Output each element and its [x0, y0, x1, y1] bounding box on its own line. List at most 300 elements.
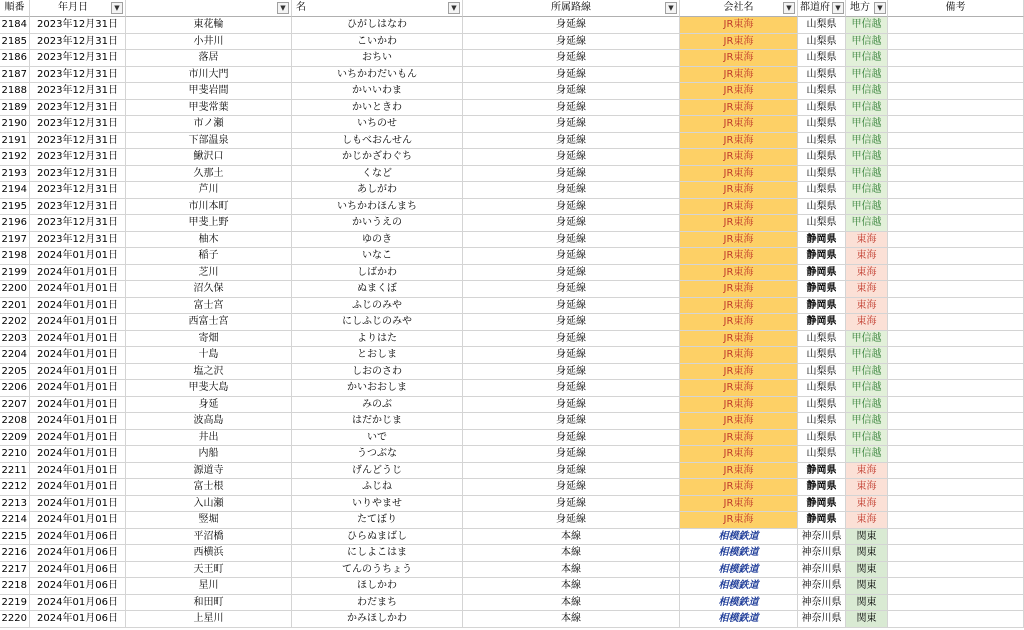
number-cell[interactable]: 2200 — [0, 281, 30, 298]
date-cell[interactable]: 2024年01月01日 — [30, 248, 126, 265]
station-kana-cell[interactable]: かいうえの — [292, 215, 463, 232]
region-cell[interactable]: 東海 — [846, 496, 888, 513]
station-kanji-cell[interactable]: 下部温泉 — [126, 133, 292, 150]
region-cell[interactable]: 東海 — [846, 512, 888, 529]
date-cell[interactable]: 2024年01月01日 — [30, 281, 126, 298]
station-kanji-cell[interactable]: 平沼橋 — [126, 529, 292, 546]
region-cell[interactable]: 関東 — [846, 611, 888, 628]
prefecture-cell[interactable]: 静岡県 — [798, 265, 846, 282]
company-cell[interactable]: JR東海 — [680, 413, 798, 430]
line-cell[interactable]: 身延線 — [463, 364, 680, 381]
company-cell[interactable]: JR東海 — [680, 100, 798, 117]
date-cell[interactable]: 2024年01月01日 — [30, 413, 126, 430]
company-cell[interactable]: JR東海 — [680, 67, 798, 84]
number-cell[interactable]: 2191 — [0, 133, 30, 150]
filter-dropdown-icon[interactable]: ▼ — [665, 2, 677, 14]
region-cell[interactable]: 甲信越 — [846, 166, 888, 183]
prefecture-cell[interactable]: 神奈川県 — [798, 545, 846, 562]
region-cell[interactable]: 関東 — [846, 578, 888, 595]
line-cell[interactable]: 身延線 — [463, 182, 680, 199]
prefecture-cell[interactable]: 静岡県 — [798, 314, 846, 331]
note-cell[interactable] — [888, 380, 1024, 397]
station-kanji-cell[interactable]: 久那土 — [126, 166, 292, 183]
station-kana-cell[interactable]: ひがしはなわ — [292, 17, 463, 34]
company-cell[interactable]: 相模鉄道 — [680, 545, 798, 562]
note-cell[interactable] — [888, 496, 1024, 513]
line-cell[interactable]: 身延線 — [463, 298, 680, 315]
line-cell[interactable]: 身延線 — [463, 413, 680, 430]
station-kana-cell[interactable]: いで — [292, 430, 463, 447]
date-cell[interactable]: 2024年01月01日 — [30, 380, 126, 397]
number-cell[interactable]: 2217 — [0, 562, 30, 579]
number-cell[interactable]: 2203 — [0, 331, 30, 348]
note-cell[interactable] — [888, 578, 1024, 595]
note-cell[interactable] — [888, 430, 1024, 447]
date-cell[interactable]: 2023年12月31日 — [30, 149, 126, 166]
line-cell[interactable]: 身延線 — [463, 133, 680, 150]
prefecture-cell[interactable]: 静岡県 — [798, 248, 846, 265]
header-prefecture[interactable] — [798, 0, 846, 17]
note-cell[interactable] — [888, 34, 1024, 51]
date-cell[interactable]: 2024年01月01日 — [30, 512, 126, 529]
station-kana-cell[interactable]: にしよこはま — [292, 545, 463, 562]
date-cell[interactable]: 2023年12月31日 — [30, 34, 126, 51]
station-kana-cell[interactable]: いちかわだいもん — [292, 67, 463, 84]
line-cell[interactable]: 身延線 — [463, 479, 680, 496]
company-cell[interactable]: JR東海 — [680, 496, 798, 513]
prefecture-cell[interactable]: 神奈川県 — [798, 529, 846, 546]
company-cell[interactable]: JR東海 — [680, 232, 798, 249]
number-cell[interactable]: 2218 — [0, 578, 30, 595]
prefecture-cell[interactable]: 山梨県 — [798, 380, 846, 397]
date-cell[interactable]: 2024年01月06日 — [30, 529, 126, 546]
note-cell[interactable] — [888, 182, 1024, 199]
prefecture-cell[interactable]: 神奈川県 — [798, 611, 846, 628]
prefecture-cell[interactable]: 神奈川県 — [798, 578, 846, 595]
number-cell[interactable]: 2187 — [0, 67, 30, 84]
number-cell[interactable]: 2201 — [0, 298, 30, 315]
company-cell[interactable]: JR東海 — [680, 463, 798, 480]
station-kanji-cell[interactable]: 落居 — [126, 50, 292, 67]
region-cell[interactable]: 関東 — [846, 545, 888, 562]
note-cell[interactable] — [888, 512, 1024, 529]
header-note[interactable] — [888, 0, 1024, 17]
number-cell[interactable]: 2189 — [0, 100, 30, 117]
line-cell[interactable]: 身延線 — [463, 67, 680, 84]
line-cell[interactable]: 身延線 — [463, 215, 680, 232]
station-kanji-cell[interactable]: 東花輪 — [126, 17, 292, 34]
company-cell[interactable]: JR東海 — [680, 182, 798, 199]
date-cell[interactable]: 2023年12月31日 — [30, 215, 126, 232]
line-cell[interactable]: 身延線 — [463, 232, 680, 249]
region-cell[interactable]: 東海 — [846, 463, 888, 480]
region-cell[interactable]: 関東 — [846, 595, 888, 612]
region-cell[interactable]: 甲信越 — [846, 100, 888, 117]
station-kanji-cell[interactable]: 市川大門 — [126, 67, 292, 84]
note-cell[interactable] — [888, 611, 1024, 628]
company-cell[interactable]: 相模鉄道 — [680, 562, 798, 579]
region-cell[interactable]: 甲信越 — [846, 182, 888, 199]
prefecture-cell[interactable]: 静岡県 — [798, 232, 846, 249]
region-cell[interactable]: 東海 — [846, 479, 888, 496]
station-kanji-cell[interactable]: 竪堀 — [126, 512, 292, 529]
line-cell[interactable]: 身延線 — [463, 331, 680, 348]
filter-dropdown-icon[interactable]: ▼ — [448, 2, 460, 14]
station-kana-cell[interactable]: うつぶな — [292, 446, 463, 463]
number-cell[interactable]: 2204 — [0, 347, 30, 364]
line-cell[interactable]: 身延線 — [463, 34, 680, 51]
note-cell[interactable] — [888, 199, 1024, 216]
header-station-kanji[interactable] — [126, 0, 292, 17]
station-kanji-cell[interactable]: 波高島 — [126, 413, 292, 430]
station-kana-cell[interactable]: かいおおしま — [292, 380, 463, 397]
company-cell[interactable]: 相模鉄道 — [680, 578, 798, 595]
region-cell[interactable]: 甲信越 — [846, 380, 888, 397]
number-cell[interactable]: 2184 — [0, 17, 30, 34]
company-cell[interactable]: JR東海 — [680, 83, 798, 100]
note-cell[interactable] — [888, 17, 1024, 34]
number-cell[interactable]: 2213 — [0, 496, 30, 513]
date-cell[interactable]: 2024年01月06日 — [30, 595, 126, 612]
station-kana-cell[interactable]: よりはた — [292, 331, 463, 348]
number-cell[interactable]: 2207 — [0, 397, 30, 414]
station-kana-cell[interactable]: かみほしかわ — [292, 611, 463, 628]
company-cell[interactable]: JR東海 — [680, 17, 798, 34]
station-kana-cell[interactable]: ひらぬまばし — [292, 529, 463, 546]
line-cell[interactable]: 本線 — [463, 595, 680, 612]
station-kana-cell[interactable]: ぬまくぼ — [292, 281, 463, 298]
date-cell[interactable]: 2024年01月01日 — [30, 463, 126, 480]
station-kana-cell[interactable]: かいときわ — [292, 100, 463, 117]
region-cell[interactable]: 甲信越 — [846, 397, 888, 414]
line-cell[interactable]: 本線 — [463, 529, 680, 546]
number-cell[interactable]: 2214 — [0, 512, 30, 529]
header-line[interactable] — [463, 0, 680, 17]
filter-dropdown-icon[interactable]: ▼ — [277, 2, 289, 14]
station-kana-cell[interactable]: ほしかわ — [292, 578, 463, 595]
station-kana-cell[interactable]: わだまち — [292, 595, 463, 612]
station-kana-cell[interactable]: こいかわ — [292, 34, 463, 51]
company-cell[interactable]: JR東海 — [680, 166, 798, 183]
number-cell[interactable]: 2199 — [0, 265, 30, 282]
line-cell[interactable]: 本線 — [463, 611, 680, 628]
company-cell[interactable]: JR東海 — [680, 512, 798, 529]
region-cell[interactable]: 甲信越 — [846, 34, 888, 51]
note-cell[interactable] — [888, 463, 1024, 480]
line-cell[interactable]: 身延線 — [463, 100, 680, 117]
company-cell[interactable]: JR東海 — [680, 397, 798, 414]
station-kana-cell[interactable]: げんどうじ — [292, 463, 463, 480]
station-kanji-cell[interactable]: 甲斐常葉 — [126, 100, 292, 117]
note-cell[interactable] — [888, 67, 1024, 84]
prefecture-cell[interactable]: 山梨県 — [798, 199, 846, 216]
note-cell[interactable] — [888, 265, 1024, 282]
note-cell[interactable] — [888, 166, 1024, 183]
prefecture-cell[interactable]: 山梨県 — [798, 149, 846, 166]
company-cell[interactable]: JR東海 — [680, 298, 798, 315]
note-cell[interactable] — [888, 331, 1024, 348]
company-cell[interactable]: JR東海 — [680, 347, 798, 364]
region-cell[interactable]: 甲信越 — [846, 83, 888, 100]
note-cell[interactable] — [888, 149, 1024, 166]
date-cell[interactable]: 2024年01月01日 — [30, 397, 126, 414]
company-cell[interactable]: 相模鉄道 — [680, 529, 798, 546]
number-cell[interactable]: 2185 — [0, 34, 30, 51]
prefecture-cell[interactable]: 山梨県 — [798, 116, 846, 133]
date-cell[interactable]: 2024年01月06日 — [30, 545, 126, 562]
region-cell[interactable]: 東海 — [846, 281, 888, 298]
station-kana-cell[interactable]: いりやませ — [292, 496, 463, 513]
prefecture-cell[interactable]: 山梨県 — [798, 331, 846, 348]
line-cell[interactable]: 身延線 — [463, 446, 680, 463]
station-kana-cell[interactable]: てんのうちょう — [292, 562, 463, 579]
note-cell[interactable] — [888, 232, 1024, 249]
region-cell[interactable]: 甲信越 — [846, 347, 888, 364]
date-cell[interactable]: 2024年01月06日 — [30, 562, 126, 579]
prefecture-cell[interactable]: 山梨県 — [798, 17, 846, 34]
station-kana-cell[interactable]: あしがわ — [292, 182, 463, 199]
station-kanji-cell[interactable]: 稲子 — [126, 248, 292, 265]
company-cell[interactable]: JR東海 — [680, 133, 798, 150]
company-cell[interactable]: 相模鉄道 — [680, 595, 798, 612]
station-kana-cell[interactable]: たてぼり — [292, 512, 463, 529]
company-cell[interactable]: JR東海 — [680, 116, 798, 133]
line-cell[interactable]: 身延線 — [463, 496, 680, 513]
date-cell[interactable]: 2023年12月31日 — [30, 116, 126, 133]
region-cell[interactable]: 東海 — [846, 314, 888, 331]
date-cell[interactable]: 2024年01月01日 — [30, 496, 126, 513]
prefecture-cell[interactable]: 山梨県 — [798, 83, 846, 100]
prefecture-cell[interactable]: 山梨県 — [798, 166, 846, 183]
note-cell[interactable] — [888, 347, 1024, 364]
region-cell[interactable]: 甲信越 — [846, 67, 888, 84]
region-cell[interactable]: 関東 — [846, 562, 888, 579]
date-cell[interactable]: 2024年01月01日 — [30, 446, 126, 463]
company-cell[interactable]: JR東海 — [680, 430, 798, 447]
number-cell[interactable]: 2205 — [0, 364, 30, 381]
header-number[interactable] — [0, 0, 30, 17]
prefecture-cell[interactable]: 静岡県 — [798, 298, 846, 315]
prefecture-cell[interactable]: 山梨県 — [798, 100, 846, 117]
region-cell[interactable]: 甲信越 — [846, 116, 888, 133]
station-kana-cell[interactable]: かいいわま — [292, 83, 463, 100]
prefecture-cell[interactable]: 神奈川県 — [798, 595, 846, 612]
region-cell[interactable]: 甲信越 — [846, 50, 888, 67]
region-cell[interactable]: 東海 — [846, 248, 888, 265]
prefecture-cell[interactable]: 山梨県 — [798, 67, 846, 84]
company-cell[interactable]: JR東海 — [680, 380, 798, 397]
number-cell[interactable]: 2192 — [0, 149, 30, 166]
date-cell[interactable]: 2024年01月01日 — [30, 298, 126, 315]
date-cell[interactable]: 2024年01月01日 — [30, 331, 126, 348]
station-kanji-cell[interactable]: 市ノ瀬 — [126, 116, 292, 133]
line-cell[interactable]: 身延線 — [463, 265, 680, 282]
company-cell[interactable]: JR東海 — [680, 479, 798, 496]
line-cell[interactable]: 本線 — [463, 578, 680, 595]
number-cell[interactable]: 2197 — [0, 232, 30, 249]
company-cell[interactable]: JR東海 — [680, 446, 798, 463]
number-cell[interactable]: 2193 — [0, 166, 30, 183]
company-cell[interactable]: JR東海 — [680, 265, 798, 282]
station-kana-cell[interactable]: とおしま — [292, 347, 463, 364]
number-cell[interactable]: 2198 — [0, 248, 30, 265]
station-kana-cell[interactable]: みのぶ — [292, 397, 463, 414]
number-cell[interactable]: 2208 — [0, 413, 30, 430]
station-kana-cell[interactable]: しもべおんせん — [292, 133, 463, 150]
company-cell[interactable]: JR東海 — [680, 331, 798, 348]
station-kanji-cell[interactable]: 芝川 — [126, 265, 292, 282]
line-cell[interactable]: 身延線 — [463, 347, 680, 364]
region-cell[interactable]: 甲信越 — [846, 215, 888, 232]
date-cell[interactable]: 2023年12月31日 — [30, 67, 126, 84]
station-kana-cell[interactable]: にしふじのみや — [292, 314, 463, 331]
number-cell[interactable]: 2212 — [0, 479, 30, 496]
station-kana-cell[interactable]: はだかじま — [292, 413, 463, 430]
station-kanji-cell[interactable]: 天王町 — [126, 562, 292, 579]
prefecture-cell[interactable]: 山梨県 — [798, 215, 846, 232]
station-kanji-cell[interactable]: 沼久保 — [126, 281, 292, 298]
note-cell[interactable] — [888, 479, 1024, 496]
filter-dropdown-icon[interactable]: ▼ — [874, 2, 886, 14]
date-cell[interactable]: 2024年01月01日 — [30, 479, 126, 496]
company-cell[interactable]: JR東海 — [680, 364, 798, 381]
region-cell[interactable]: 東海 — [846, 232, 888, 249]
station-kanji-cell[interactable]: 甲斐岩間 — [126, 83, 292, 100]
line-cell[interactable]: 身延線 — [463, 149, 680, 166]
note-cell[interactable] — [888, 446, 1024, 463]
date-cell[interactable]: 2023年12月31日 — [30, 17, 126, 34]
station-kanji-cell[interactable]: 和田町 — [126, 595, 292, 612]
note-cell[interactable] — [888, 50, 1024, 67]
number-cell[interactable]: 2215 — [0, 529, 30, 546]
note-cell[interactable] — [888, 298, 1024, 315]
company-cell[interactable]: JR東海 — [680, 199, 798, 216]
station-kanji-cell[interactable]: 井出 — [126, 430, 292, 447]
number-cell[interactable]: 2211 — [0, 463, 30, 480]
station-kana-cell[interactable]: くなど — [292, 166, 463, 183]
prefecture-cell[interactable]: 山梨県 — [798, 413, 846, 430]
number-cell[interactable]: 2216 — [0, 545, 30, 562]
date-cell[interactable]: 2023年12月31日 — [30, 182, 126, 199]
prefecture-cell[interactable]: 山梨県 — [798, 364, 846, 381]
prefecture-cell[interactable]: 神奈川県 — [798, 562, 846, 579]
station-kanji-cell[interactable]: 甲斐大島 — [126, 380, 292, 397]
prefecture-cell[interactable]: 静岡県 — [798, 463, 846, 480]
number-cell[interactable]: 2196 — [0, 215, 30, 232]
station-kanji-cell[interactable]: 市川本町 — [126, 199, 292, 216]
note-cell[interactable] — [888, 83, 1024, 100]
line-cell[interactable]: 身延線 — [463, 166, 680, 183]
prefecture-cell[interactable]: 山梨県 — [798, 50, 846, 67]
number-cell[interactable]: 2195 — [0, 199, 30, 216]
station-kanji-cell[interactable]: 鰍沢口 — [126, 149, 292, 166]
region-cell[interactable]: 関東 — [846, 529, 888, 546]
station-kanji-cell[interactable]: 柚木 — [126, 232, 292, 249]
date-cell[interactable]: 2024年01月01日 — [30, 364, 126, 381]
prefecture-cell[interactable]: 山梨県 — [798, 133, 846, 150]
filter-dropdown-icon[interactable]: ▼ — [783, 2, 795, 14]
header-station-name[interactable] — [292, 0, 463, 17]
station-kanji-cell[interactable]: 星川 — [126, 578, 292, 595]
filter-dropdown-icon[interactable]: ▼ — [111, 2, 123, 14]
prefecture-cell[interactable]: 静岡県 — [798, 479, 846, 496]
region-cell[interactable]: 甲信越 — [846, 430, 888, 447]
note-cell[interactable] — [888, 595, 1024, 612]
station-kanji-cell[interactable]: 西富士宮 — [126, 314, 292, 331]
prefecture-cell[interactable]: 静岡県 — [798, 496, 846, 513]
station-kana-cell[interactable]: いなこ — [292, 248, 463, 265]
date-cell[interactable]: 2023年12月31日 — [30, 83, 126, 100]
station-kanji-cell[interactable]: 上星川 — [126, 611, 292, 628]
prefecture-cell[interactable]: 山梨県 — [798, 182, 846, 199]
note-cell[interactable] — [888, 397, 1024, 414]
note-cell[interactable] — [888, 116, 1024, 133]
note-cell[interactable] — [888, 281, 1024, 298]
station-kanji-cell[interactable]: 入山瀬 — [126, 496, 292, 513]
number-cell[interactable]: 2188 — [0, 83, 30, 100]
note-cell[interactable] — [888, 545, 1024, 562]
station-kana-cell[interactable]: いちかわほんまち — [292, 199, 463, 216]
region-cell[interactable]: 東海 — [846, 298, 888, 315]
number-cell[interactable]: 2209 — [0, 430, 30, 447]
prefecture-cell[interactable]: 山梨県 — [798, 446, 846, 463]
region-cell[interactable]: 東海 — [846, 265, 888, 282]
note-cell[interactable] — [888, 364, 1024, 381]
company-cell[interactable]: JR東海 — [680, 50, 798, 67]
station-kanji-cell[interactable]: 芦川 — [126, 182, 292, 199]
note-cell[interactable] — [888, 215, 1024, 232]
region-cell[interactable]: 甲信越 — [846, 133, 888, 150]
station-kanji-cell[interactable]: 身延 — [126, 397, 292, 414]
line-cell[interactable]: 身延線 — [463, 397, 680, 414]
date-cell[interactable]: 2024年01月01日 — [30, 347, 126, 364]
company-cell[interactable]: JR東海 — [680, 149, 798, 166]
header-date[interactable] — [30, 0, 126, 17]
region-cell[interactable]: 甲信越 — [846, 17, 888, 34]
region-cell[interactable]: 甲信越 — [846, 413, 888, 430]
line-cell[interactable]: 身延線 — [463, 50, 680, 67]
line-cell[interactable]: 身延線 — [463, 314, 680, 331]
note-cell[interactable] — [888, 314, 1024, 331]
station-kana-cell[interactable]: かじかざわぐち — [292, 149, 463, 166]
station-kanji-cell[interactable]: 小井川 — [126, 34, 292, 51]
region-cell[interactable]: 甲信越 — [846, 364, 888, 381]
company-cell[interactable]: JR東海 — [680, 248, 798, 265]
line-cell[interactable]: 身延線 — [463, 116, 680, 133]
station-kana-cell[interactable]: いちのせ — [292, 116, 463, 133]
header-company[interactable] — [680, 0, 798, 17]
line-cell[interactable]: 身延線 — [463, 248, 680, 265]
note-cell[interactable] — [888, 248, 1024, 265]
prefecture-cell[interactable]: 静岡県 — [798, 512, 846, 529]
region-cell[interactable]: 甲信越 — [846, 199, 888, 216]
number-cell[interactable]: 2220 — [0, 611, 30, 628]
date-cell[interactable]: 2024年01月06日 — [30, 578, 126, 595]
date-cell[interactable]: 2023年12月31日 — [30, 232, 126, 249]
station-kanji-cell[interactable]: 富士根 — [126, 479, 292, 496]
station-kana-cell[interactable]: しばかわ — [292, 265, 463, 282]
line-cell[interactable]: 身延線 — [463, 17, 680, 34]
station-kanji-cell[interactable]: 西横浜 — [126, 545, 292, 562]
station-kanji-cell[interactable]: 寄畑 — [126, 331, 292, 348]
station-kana-cell[interactable]: ふじね — [292, 479, 463, 496]
line-cell[interactable]: 本線 — [463, 545, 680, 562]
date-cell[interactable]: 2023年12月31日 — [30, 133, 126, 150]
date-cell[interactable]: 2024年01月01日 — [30, 430, 126, 447]
prefecture-cell[interactable]: 山梨県 — [798, 34, 846, 51]
prefecture-cell[interactable]: 山梨県 — [798, 430, 846, 447]
prefecture-cell[interactable]: 山梨県 — [798, 347, 846, 364]
